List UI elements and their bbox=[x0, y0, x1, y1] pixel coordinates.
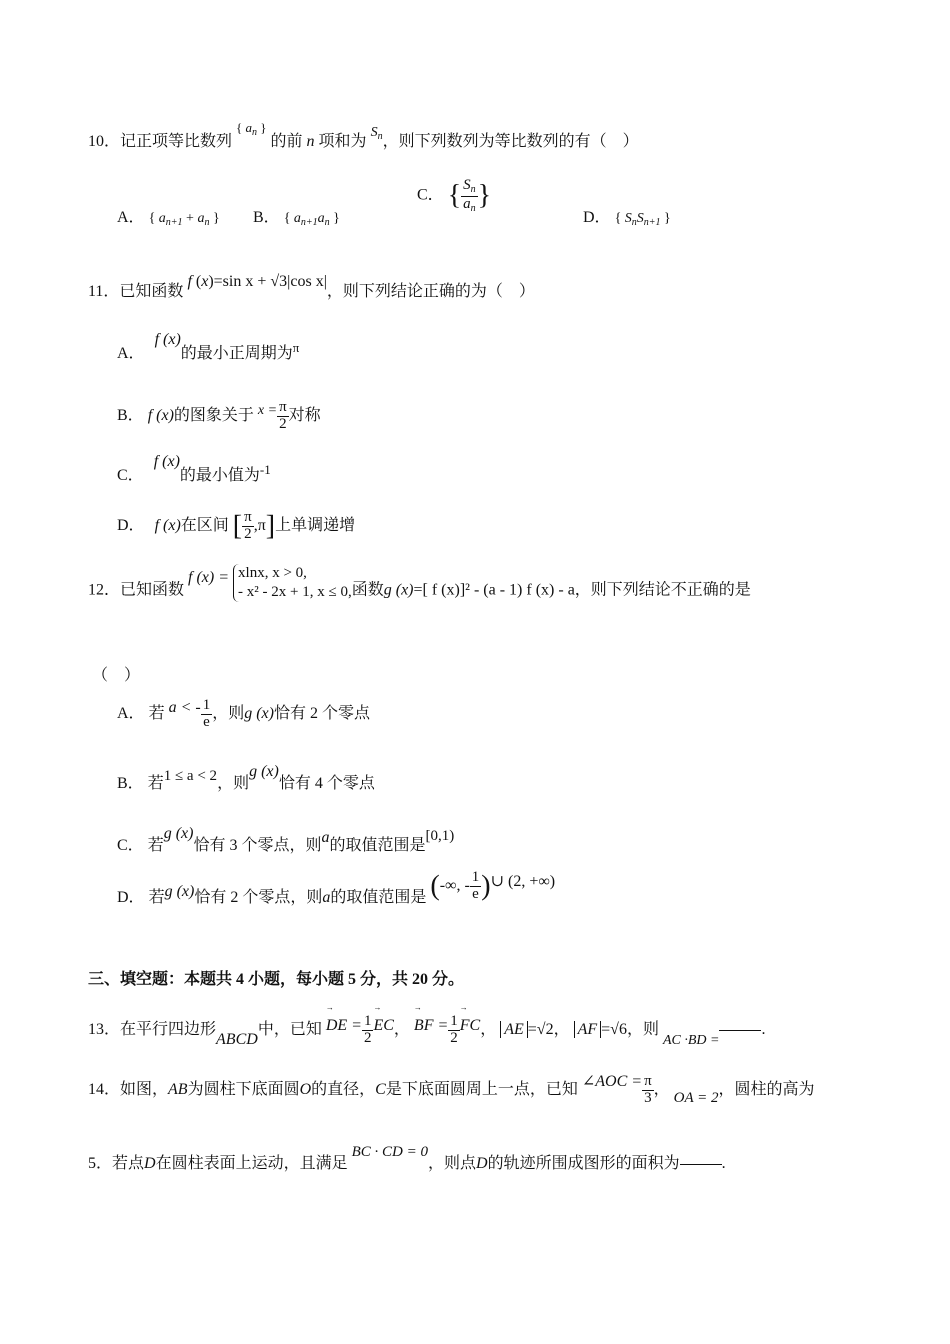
text: 如图， bbox=[120, 1080, 169, 1098]
math-value: -1 bbox=[259, 462, 271, 477]
option-label: A． bbox=[117, 209, 145, 226]
text: 的前 bbox=[270, 133, 303, 150]
text: 在圆柱表面上运动，且满足 bbox=[155, 1155, 348, 1172]
math-abs-ae: AE bbox=[500, 1021, 528, 1038]
option-label: A． bbox=[117, 345, 145, 362]
question-number: 5． bbox=[88, 1155, 113, 1172]
q10-option-a[interactable] bbox=[117, 204, 220, 228]
fraction: $\frac{\pi}{2}$ bbox=[279, 399, 287, 432]
math-option: { $a_{n+1} + a_n$ } bbox=[148, 211, 220, 228]
math-abcd: ABCD bbox=[216, 1030, 258, 1048]
text: ， bbox=[653, 1080, 670, 1098]
answer-blank[interactable] bbox=[680, 1163, 722, 1165]
text: 的最小值为 bbox=[179, 467, 260, 484]
text: ，则下列结论不正确的是 bbox=[574, 581, 751, 599]
section-title bbox=[88, 966, 464, 989]
math-an: { an } bbox=[236, 120, 267, 138]
math-expr: =sin x + √3|cos x| bbox=[213, 273, 327, 290]
text: . bbox=[761, 1020, 766, 1038]
math-glyph: ) bbox=[481, 870, 491, 902]
math-dot-condition: BC · CD = 0 bbox=[351, 1144, 428, 1160]
case-line: xlnx, x > 0, bbox=[238, 565, 307, 581]
text: 为圆柱下底面圆 bbox=[187, 1080, 300, 1098]
q12-option-b[interactable] bbox=[117, 763, 375, 793]
q12-option-c[interactable] bbox=[117, 825, 455, 855]
option-label: A． bbox=[117, 704, 145, 722]
math-fx: f (x) bbox=[147, 406, 174, 424]
q10-stem bbox=[88, 120, 639, 152]
fraction: $\frac{S_n}{a_n}$ bbox=[463, 177, 476, 214]
text: 已知函数 bbox=[120, 581, 185, 599]
text: 恰有 2 个零点 bbox=[273, 704, 370, 722]
text: 的直径， bbox=[311, 1080, 376, 1098]
math-ab: AB bbox=[168, 1080, 188, 1098]
q15-stem bbox=[88, 1144, 726, 1173]
math-fx: f (x) bbox=[154, 331, 181, 348]
text: 上单调递增 bbox=[275, 516, 356, 534]
math-a: a bbox=[321, 829, 330, 846]
math-vector-de: → DE = bbox=[326, 1017, 362, 1034]
text: 已知函数 bbox=[119, 283, 184, 300]
math-range: [0,1) bbox=[425, 828, 455, 844]
math-value: =√2 bbox=[527, 1020, 554, 1038]
option-label: C． bbox=[117, 837, 144, 854]
math-x: x = bbox=[257, 402, 278, 418]
text: 中，已知 bbox=[257, 1020, 322, 1038]
text: 的取值范围是 bbox=[329, 837, 426, 854]
math-gx: g (x) bbox=[249, 763, 279, 780]
math-angle: ∠AOC = bbox=[581, 1072, 643, 1090]
math-cond: 1 ≤ a < 2 bbox=[163, 768, 218, 784]
text: . bbox=[721, 1155, 726, 1172]
question-number: 10． bbox=[88, 133, 121, 150]
section-title-text: 三、填空题：本题共 4 小题，每小题 5 分，共 20 分。 bbox=[88, 971, 465, 988]
math-fx: f (x) bbox=[154, 516, 181, 534]
math-option: { $S_nS_{n+1}$ } bbox=[614, 211, 671, 228]
math-gx: g (x) bbox=[244, 704, 274, 722]
text: 的取值范围是 bbox=[330, 888, 427, 906]
math-glyph: ( bbox=[430, 870, 440, 902]
text: 若 bbox=[147, 775, 164, 792]
math-sn: $S_n$ bbox=[370, 125, 383, 142]
fraction: $\frac{\pi}{2}$ bbox=[244, 509, 252, 542]
text: 的最小正周期为 bbox=[180, 345, 293, 362]
question-number: 13． bbox=[88, 1020, 121, 1038]
math-fx: f (x) = bbox=[188, 569, 230, 587]
text: ， bbox=[393, 1020, 410, 1038]
q14-stem bbox=[88, 1074, 815, 1107]
text: 若 bbox=[148, 888, 165, 906]
math-d: D bbox=[144, 1155, 156, 1172]
option-label: C． bbox=[417, 186, 444, 204]
math-a: a bbox=[322, 888, 331, 906]
fraction: $\frac{1}{e}$ bbox=[471, 869, 480, 902]
math-fx: f (x) bbox=[153, 453, 180, 470]
math-union: ∪ (2, +∞) bbox=[490, 872, 556, 890]
text: ，则点 bbox=[428, 1155, 477, 1172]
text: ，则下列结论正确的为（ ） bbox=[326, 283, 535, 300]
math-fx: f (x) bbox=[187, 273, 214, 290]
math-glyph: } bbox=[477, 180, 492, 211]
text: 在平行四边形 bbox=[120, 1020, 217, 1038]
math-glyph: ] bbox=[265, 510, 276, 542]
math-vector-bf: → BF = bbox=[414, 1017, 448, 1034]
text: 是下底面圆周上一点，已知 bbox=[385, 1080, 578, 1098]
math-d: D bbox=[476, 1155, 488, 1172]
q10-option-c[interactable] bbox=[417, 178, 491, 214]
text: 记正项等比数列 bbox=[120, 133, 233, 150]
text: 的图象关于 bbox=[173, 406, 254, 424]
question-number: 14． bbox=[88, 1080, 121, 1098]
text: 项和为 bbox=[318, 133, 367, 150]
math-vector-fc: → FC bbox=[460, 1017, 480, 1034]
math-range: (-∞, - $\frac{1}{e}$ )∪ (2, +∞) bbox=[430, 869, 556, 902]
text: ，则 bbox=[217, 775, 250, 792]
question-number: 12． bbox=[88, 581, 121, 599]
case-line: - x² - 2x + 1, x ≤ 0, bbox=[238, 583, 352, 600]
answer-blank[interactable] bbox=[719, 1029, 761, 1031]
q12-option-d[interactable] bbox=[117, 869, 556, 915]
q11-option-c[interactable] bbox=[117, 453, 271, 485]
q11-option-a[interactable] bbox=[117, 331, 300, 363]
q11-option-d[interactable]: D． f (x)在区间 [ $\frac{\pi}{2}$ ,π]上单调递增 bbox=[117, 509, 356, 542]
q11-option-b[interactable] bbox=[117, 400, 321, 433]
option-label: D． bbox=[583, 209, 611, 226]
text: 若 bbox=[147, 837, 164, 854]
fraction: $\frac{\pi}{3}$ bbox=[644, 1073, 652, 1106]
q12-option-a[interactable] bbox=[117, 698, 370, 731]
question-number: 11． bbox=[88, 283, 120, 300]
math-o: O bbox=[299, 1080, 312, 1098]
text: 若 bbox=[148, 704, 165, 722]
q12-stem bbox=[88, 565, 751, 610]
text: 恰有 4 个零点 bbox=[278, 775, 375, 792]
text: 恰有 2 个零点，则 bbox=[194, 888, 323, 906]
q10-option-b[interactable] bbox=[253, 204, 340, 228]
math-vector-ec: → EC bbox=[373, 1017, 393, 1034]
text: 在区间 bbox=[180, 516, 229, 534]
option-label: D． bbox=[117, 888, 145, 906]
math-cond: a < - bbox=[168, 698, 201, 716]
math-option: { bbox=[447, 180, 462, 211]
option-label: C． bbox=[117, 467, 144, 484]
text: ， bbox=[480, 1020, 497, 1038]
text: 恰有 3 个零点，则 bbox=[193, 837, 322, 854]
fraction: $\frac{1}{2}$ bbox=[450, 1013, 458, 1046]
text: ，则下列数列为等比数列的有（ ） bbox=[382, 133, 639, 150]
q13-stem bbox=[88, 1014, 765, 1047]
math-n: n bbox=[306, 133, 315, 150]
math-c: C bbox=[375, 1080, 386, 1098]
option-label: D． bbox=[117, 516, 145, 534]
math-abs-af: AF bbox=[574, 1021, 602, 1038]
answer-paren: （ ） bbox=[92, 667, 141, 684]
math-expr: =[ f (x)]² - (a - 1) f (x) - a bbox=[413, 581, 575, 599]
math-oa: OA = 2 bbox=[673, 1089, 719, 1106]
text: 对称 bbox=[288, 406, 321, 424]
math-dot-product: AC ·BD = bbox=[662, 1032, 720, 1048]
text: 若点 bbox=[112, 1155, 145, 1172]
math-value: π bbox=[292, 340, 300, 355]
option-label: B． bbox=[253, 209, 280, 226]
text: 函数 bbox=[351, 581, 384, 599]
fraction: $\frac{1}{e}$ bbox=[202, 697, 211, 730]
math-gx: g (x) bbox=[164, 882, 195, 900]
q12-paren bbox=[92, 662, 140, 685]
option-label: B． bbox=[117, 406, 144, 424]
piecewise-definition bbox=[233, 564, 352, 602]
text: ，圆柱的高为 bbox=[718, 1080, 815, 1098]
math-glyph: [ bbox=[232, 510, 243, 542]
q10-option-d[interactable] bbox=[583, 204, 671, 228]
math-option: { $a_{n+1}a_n$ } bbox=[283, 211, 340, 228]
fraction: $\frac{1}{2}$ bbox=[363, 1013, 372, 1046]
q11-stem bbox=[88, 273, 535, 301]
text: ，则 bbox=[626, 1020, 659, 1038]
option-label: B． bbox=[117, 775, 144, 792]
math-value: =√6 bbox=[601, 1020, 627, 1038]
text: ， bbox=[553, 1020, 570, 1038]
math-gx: g (x) bbox=[163, 825, 194, 842]
text: ，则 bbox=[212, 704, 245, 722]
math-gx: g (x) bbox=[383, 581, 414, 599]
text: 的轨迹所围成图形的面积为 bbox=[487, 1155, 680, 1172]
